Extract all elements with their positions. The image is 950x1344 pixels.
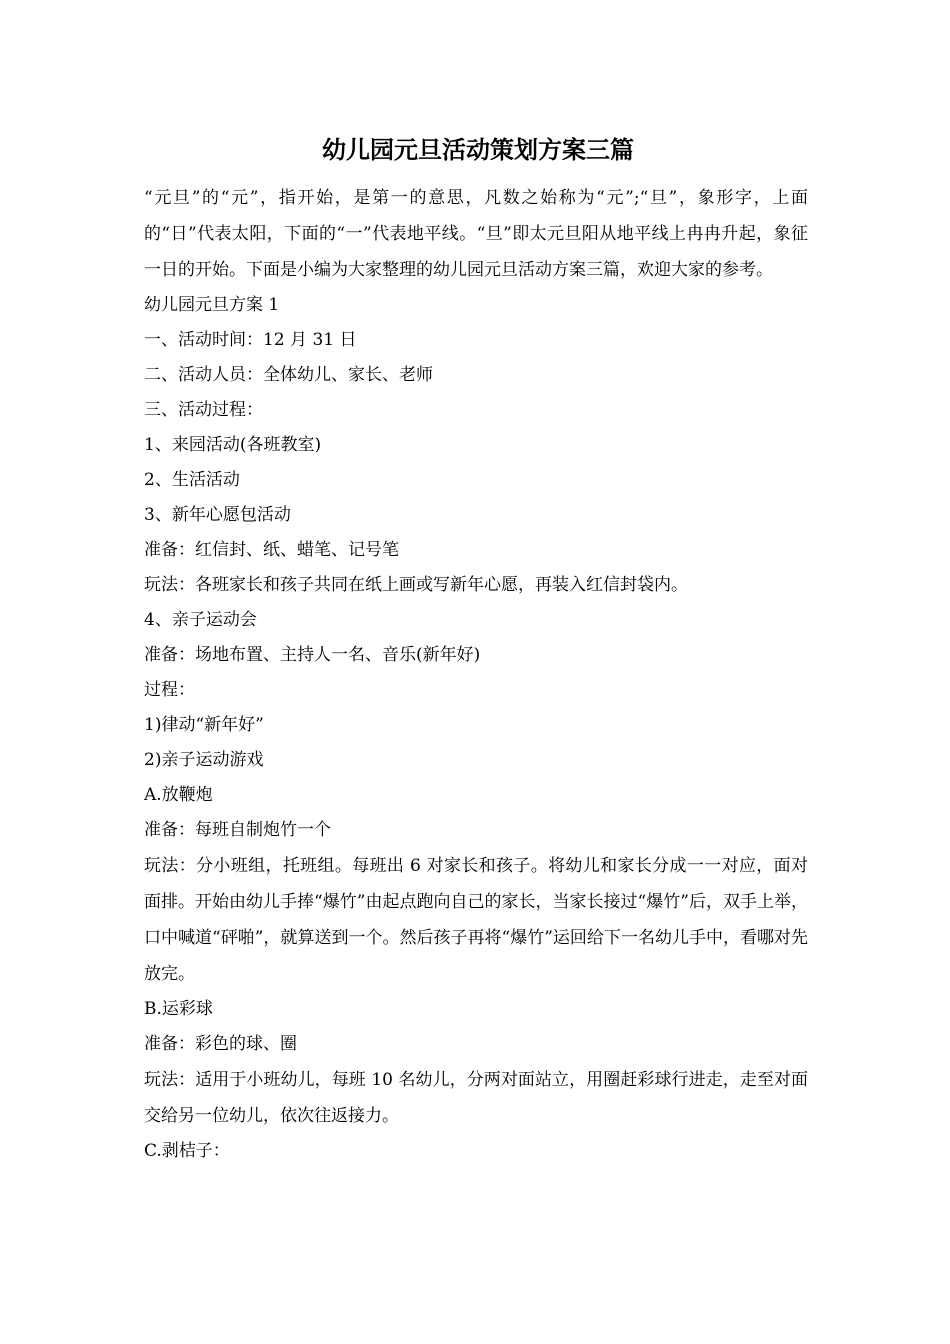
game-a-gameplay: 玩法：分小班组，托班组。每班出 6 对家长和孩子。将幼儿和家长分成一一对应，面对面排。开始由幼儿手捧“爆竹”由起点跑向自己的家长，当家长接过“爆竹”后，双手上举，口中喊道“砰啪”，就算送到一个。然后孩子再将“爆竹”运回给下一名幼儿手中，看哪对先放完。 xyxy=(144,856,808,984)
document-title: 幼儿园元旦活动策划方案三篇 xyxy=(322,135,634,164)
sub-item-2: 2)亲子运动游戏 xyxy=(144,750,264,770)
game-b-gameplay: 玩法：适用于小班幼儿，每班 10 名幼儿，分两对面站立，用圈赶彩球行进走，走至对面交给另一位幼儿，依次往返接力。 xyxy=(144,1070,808,1126)
section-heading: 幼儿园元旦方案 1 xyxy=(144,295,280,315)
game-c-heading: C.剥桔子： xyxy=(144,1141,230,1161)
item-3-gameplay: 玩法：各班家长和孩子共同在纸上画或写新年心愿，再装入红信封袋内。 xyxy=(144,575,688,595)
intro-paragraph: “元旦”的“元”，指开始，是第一的意思，凡数之始称为“元”;“旦”，象形字，上面的“日”代表太阳，下面的“一”代表地平线。“旦”即太元旦阳从地平线上冉冉升起，象征一日的开始。下面是小编为大家整理的幼儿园元旦活动方案三篇，欢迎大家的参考。 xyxy=(144,188,808,280)
process-item-2: 2、生活活动 xyxy=(144,470,240,490)
item-3-preparation: 准备：红信封、纸、蜡笔、记号笔 xyxy=(144,540,399,560)
process-item-3: 3、新年心愿包活动 xyxy=(144,505,291,525)
sub-item-1: 1)律动“新年好” xyxy=(144,715,264,735)
activity-process-line: 三、活动过程： xyxy=(144,400,263,420)
item-4-process: 过程： xyxy=(144,680,195,700)
game-b-preparation: 准备：彩色的球、圈 xyxy=(144,1034,297,1054)
item-4-preparation: 准备：场地布置、主持人一名、音乐(新年好) xyxy=(144,645,481,665)
process-item-4: 4、亲子运动会 xyxy=(144,610,257,630)
game-b-heading: B.运彩球 xyxy=(144,999,213,1019)
document-body xyxy=(144,126,808,1169)
game-a-heading: A.放鞭炮 xyxy=(144,785,213,805)
game-a-preparation: 准备：每班自制炮竹一个 xyxy=(144,820,331,840)
process-item-1: 1、来园活动(各班教室) xyxy=(144,435,322,455)
activity-time-line: 一、活动时间：12 月 31 日 xyxy=(144,330,357,350)
activity-people-line: 二、活动人员：全体幼儿、家长、老师 xyxy=(144,365,433,385)
